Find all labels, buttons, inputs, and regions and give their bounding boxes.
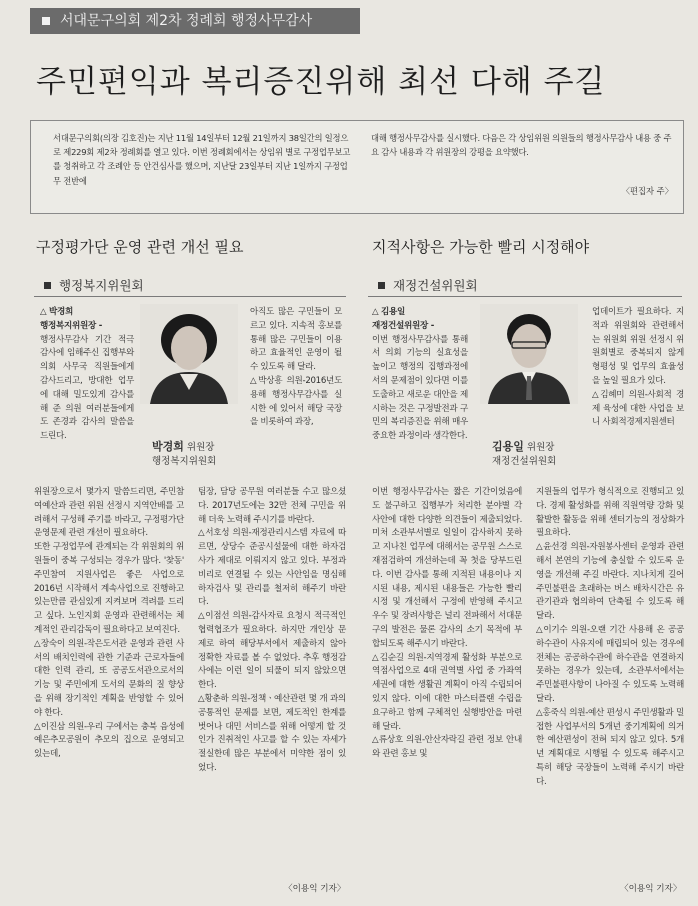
paragraph: 아직도 많은 구민들이 모르고 있다. 지속적 홍보를 통해 많은 구민들이 이용하고 효율적인 운영이 될 수 있도록 해 달라.: [250, 307, 342, 373]
right-section-rule: [368, 296, 682, 297]
paragraph: 이번 행정사무감사는 짧은 기간이었음에도 불구하고 집행부가 처리한 분야별 각 사안에 대한 다양한 의견들이 제출되었다. 미처 소관부서별로 일일이 감사하지 못하고 지나친 업무에 대해서는 공무원 스스로 재점검하여 개선하는데 꼭 첫을 당부드린다. 이번 감사를 통해 지적된 내용이나 지시된 내용, 제시된 내용들은 가능한 빨리 시정 및 개선해서 구정에 반영해 주시고 우수 및 장려사항은 널리 전파해서 서대문구의 발전은 물론 감사의 소기 목적에 부합되도록 해주시기 바란다.: [372, 487, 522, 649]
left-subheading: 구정평가단 운영 관련 개선 필요: [36, 238, 244, 256]
paragraph: 지원들의 업무가 형식적으로 진행되고 있다. 경제 활성화를 위해 직원역량 강화 및 활발한 활동을 위해 센터기능의 정상화가 필요하다.: [536, 487, 684, 539]
caption-committee: 행정복지위원회: [152, 456, 217, 467]
caption-name: 박경희: [152, 440, 184, 453]
paragraph: △황춘하 의원-정책ㆍ예산관련 몇 개 과의 공통적인 문제를 보면, 제도적인 한계를 벗어나 대민 서비스를 위해 어떻게 할 것인가 진취적인 사고를 할 수 있는 자세가 절실한데 많은 부분에서 미약한 점이 있었다.: [198, 693, 346, 773]
paragraph: 위원장으로서 몇가지 말씀드리면, 주민참여예산과 관련 위원 선정시 지역안배를 고려해서 구성해 주기를 바라고, 구정평가단 운영문제 관련 개선이 필요하다.: [34, 487, 184, 539]
paragraph: △이점선 의원-감사자료 요청시 적극적인 협력협조가 필요하다. 하지만 개인상 문제로 하여 해당부서에서 제출하지 않아 정확한 자료를 볼 수 없었다. 추후 행정감사에는 이런 일이 되풀이 되지 않았으면 한다.: [198, 611, 346, 691]
square-bullet-icon: [42, 17, 50, 25]
paragraph: △이기수 의원-오랜 기간 사용해 온 공공하수관이 사유지에 매립되어 있는 경우에 전체는 공공하수관에 하수관을 연결하지 못하는 경우가 있는데, 소관부서에서는 주민불편사항이 나아질 수 있도록 노력해 달라.: [536, 624, 684, 704]
paragraph: △이진삼 의원-우리 구에서는 충북 음성에 예은추모공원이 추모의 집으로 운영되고 있는데,: [34, 721, 184, 760]
caption-committee: 재정건설위원회: [492, 456, 557, 467]
left-col-b-rest: [198, 486, 346, 776]
section-header-bar: [30, 8, 360, 34]
right-person-line1: △ 김용일: [372, 307, 406, 317]
caption-role: 위원장: [526, 442, 555, 453]
left-section-text: 행정복지위원회: [59, 278, 144, 293]
portrait-photo: [140, 304, 238, 404]
right-section-text: 재정건설위원회: [393, 278, 478, 293]
left-col-a-top: [40, 306, 134, 444]
square-bullet-icon: [44, 282, 51, 289]
intro-credit: 〈편집자 주〉: [621, 186, 673, 196]
intro-box: [30, 120, 684, 214]
paragraph: 팀장, 담당 공무원 여러분들 수고 많으셨다. 2017년도에는 32만 전체 구민을 위해 더욱 노력해 주시기를 바란다.: [198, 487, 346, 525]
square-bullet-icon: [378, 282, 385, 289]
left-person-line1: △ 박경희: [40, 307, 74, 317]
paragraph: △류상호 의원-안산자락길 관련 정보 안내와 관련 홍보 및: [372, 735, 522, 760]
right-col-b-top: [592, 306, 684, 430]
paragraph: △윤선경 의원-자원봉사센터 운영과 관련해서 본연의 기능에 충실할 수 있도록 운영을 개선해 주길 바란다. 지나치게 길어 주민불편을 초래하는 버스 배차시간은 유관기관과 협의하여 단축될 수 있도록 해달라.: [536, 542, 684, 622]
paragraph: △홍죽식 의원-예산 편성시 주민생활과 밀접한 사업부서의 5개년 중기계획에 의거한 예산편성이 전혀 되지 않고 있다. 5개년 계획대로 시행될 수 있도록 해주시고 특히 해당 국장들이 노력해 주시기 바란다.: [536, 707, 684, 787]
right-person-line2: 재정건설위원장 -: [372, 320, 434, 331]
paragraph: △김혜미 의원-사회적 경제 육성에 대한 사업을 보니 사회적경제지원센터: [592, 389, 684, 428]
portrait-caption: [492, 440, 592, 469]
portrait-photo: [480, 304, 578, 404]
paragraph: 또한 구정업무에 관계되는 각 위원회의 위원들이 중복 구성되는 경우가 많다. '찾동' 주민참여 지원사업은 좋은 사업으로 2016년 시작해서 계속사업으로 진행하고 있는만큼 관심있게 지켜보며 격려를 드리고 싶다. 노인지회 운영과 관련해서는 체계적인 관리감독이 필요하다고 보여진다.: [34, 542, 184, 635]
right-credit: 〈이용익 기자〉: [620, 884, 682, 894]
right-col-a-rest: [372, 486, 522, 762]
section-header-text: 서대문구의회 제2차 정례회 행정사무감사: [60, 13, 313, 29]
paragraph: △서호성 의원-재정관리시스템 자료에 따르면, 상당수 준공시설물에 대한 하자검사가 제대로 이뤄지지 않고 있다. 부정과 비리로 연결될 수 있는 사안임을 명심해 하자검사 및 관리를 철저히 해주기 바란다.: [198, 528, 346, 608]
right-subheading: 지적사항은 가능한 빨리 시정해야: [372, 238, 590, 256]
right-col-b-rest: [536, 486, 684, 790]
right-section-label: [378, 276, 478, 294]
left-col-a-rest: [34, 486, 184, 762]
intro-text-col2: 대해 행정사무감사를 실시했다. 다음은 각 상임위원 의원들의 행정사무감사 내용 중 주요 감사 내용과 각 위원장의 강평을 요약했다.: [371, 133, 672, 158]
portrait-caption: [152, 440, 252, 469]
left-credit: 〈이용익 기자〉: [284, 884, 346, 894]
left-col-a-top-text: 행정사무감사 기간 적극 감사에 임해주신 집행부와 의회 사무국 직원들에게 감사드리고, 방대한 업무에 대해 밀도있게 감사를 해 준 의원 여러분들에게도 존경과 감사의 말씀을 드린다.: [40, 334, 134, 442]
right-col-a-top: [372, 306, 468, 444]
right-col-a-top-text: 이번 행정사무감사를 통해서 의회 기능의 실효성을 높이고 행정의 집행과정에서의 문제점이 있다면 이를 도출하고 새로운 대안을 제시하는 것은 구정발전과 구민의 복리증진을 위해 매우 중요한 과정이라 생각한다.: [372, 334, 468, 442]
intro-text-col1: 서대문구의회(의장 김호진)는 지난 11월 14일부터 12월 21일까지 38일간의 일정으로 제229회 제2차 정례회를 열고 있다. 이번 정례회에서는 상임위 별로 구정업무보고를 청취하고 각 조례안 등 안건심사를 했으며, 지난달 23일부터 지난 1일까지 구정업무 전반에: [53, 133, 351, 186]
paragraph: △박상흥 의원-2016년도 용해 행정사무감사를 실시한 에 있어서 해당 국장을 비롯하여 과장,: [250, 375, 342, 428]
left-section-label: [44, 276, 144, 294]
paragraph: △김순길 의원-지역경제 활성화 부분으로 역점사업으로 4대 권역별 사업 중 가좌역세권에 대한 생활권 계획이 아직 수립되어 있지 않다. 이에 대한 마스터플랜 수립을 요구하고 함께 구체적인 실행방안을 마련해 달라.: [372, 652, 522, 732]
paragraph: △장숙이 의원-작은도서관 운영과 관련 사서의 배치인력에 관한 기준과 근로자들에 대한 인력 관리, 또 공공도서관으로서의 기능 및 주민에게 도서의 문화의 질 향상을 위해 장기적인 계획을 반영할 수 있어야 한다.: [34, 638, 184, 718]
caption-role: 위원장: [186, 442, 215, 453]
headline: 주민편익과 복리증진위해 최선 다해 주길: [36, 64, 606, 100]
paragraph: 업데이트가 필요하다. 지적과 위원회와 관련해서는 위원회 위원 선정시 위원회별로 중복되지 않게 형평성 및 업무의 효율성을 높일 필요가 있다.: [592, 307, 684, 386]
left-col-b-top: [250, 306, 342, 430]
left-section-rule: [34, 296, 346, 297]
left-person-line2: 행정복지위원장 -: [40, 320, 102, 331]
caption-name: 김용일: [492, 440, 524, 453]
